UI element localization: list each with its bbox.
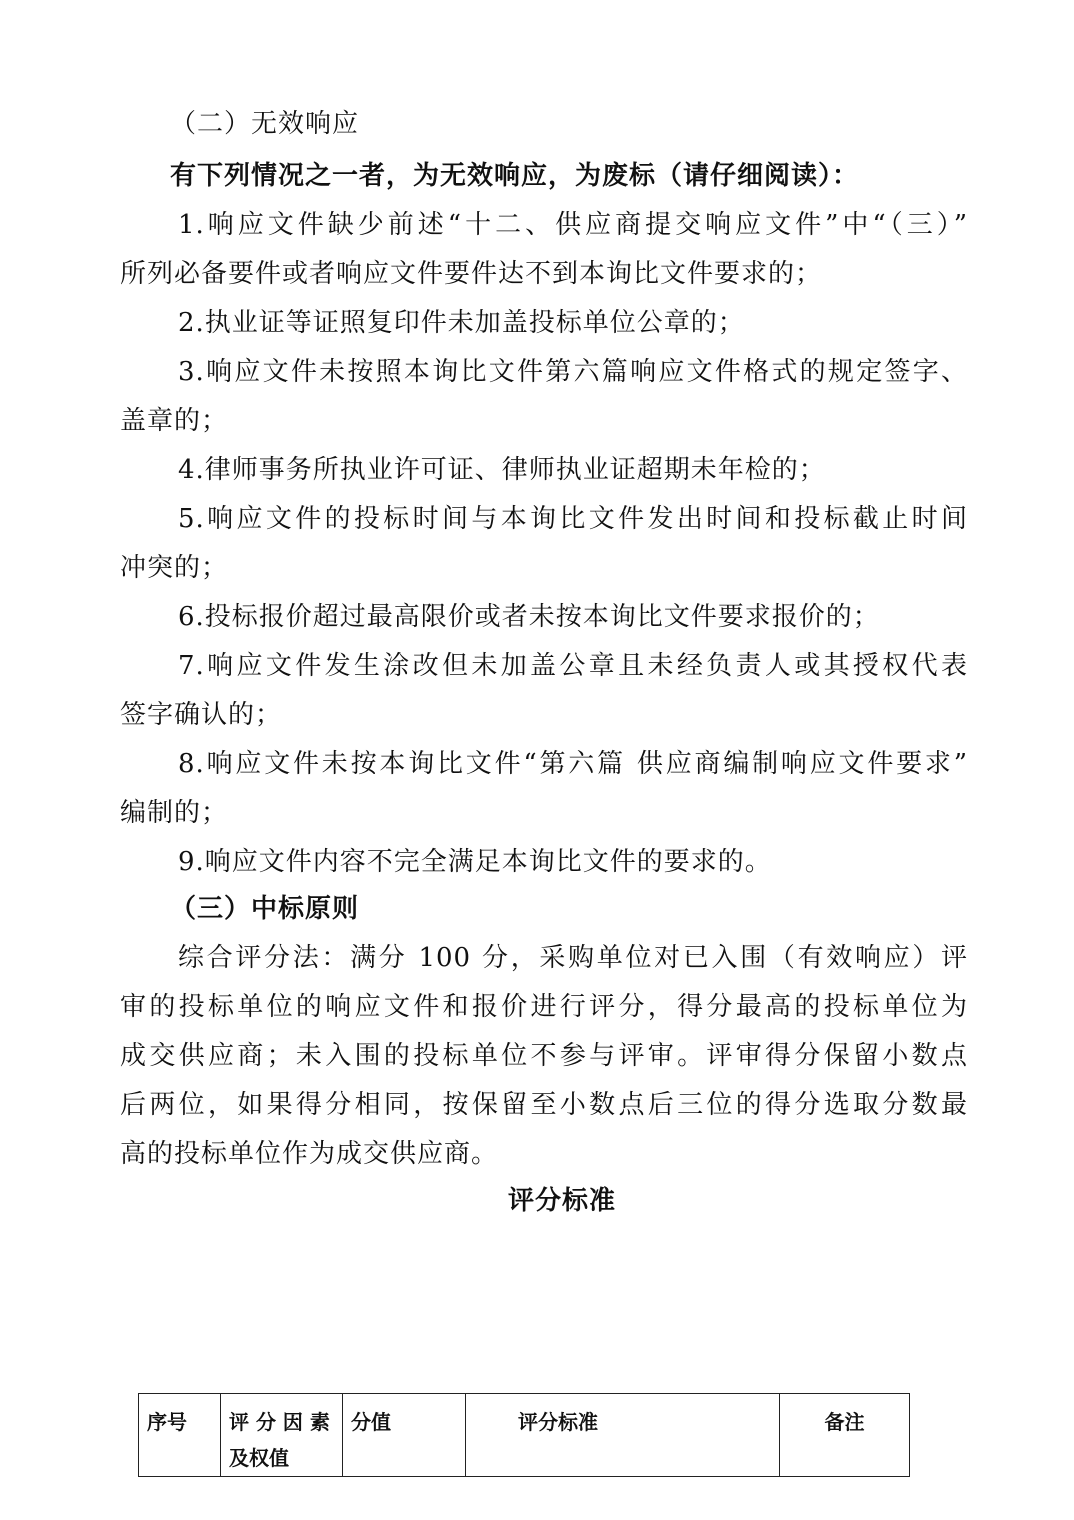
item-3-line-2: 盖章的； — [120, 406, 229, 436]
scoring-criteria-title: 评分标准 — [507, 1186, 616, 1216]
header-factor-line-2: 及权值 — [229, 1446, 289, 1470]
item-1-line-2: 所列必备要件或者响应文件要件达不到本询比文件要求的； — [120, 259, 823, 289]
item-5-line-2: 冲突的； — [120, 553, 229, 583]
scoring-table — [138, 1393, 910, 1477]
item-9: 9.响应文件内容不完全满足本询比文件的要求的。 — [178, 847, 772, 877]
item-5-line-1: 5.响应文件的投标时间与本询比文件发出时间和投标截止时间 — [178, 504, 968, 534]
item-2: 2.执业证等证照复印件未加盖投标单位公章的； — [178, 308, 745, 338]
item-1-line-1: 1.响应文件缺少前述“十二、供应商提交响应文件”中“（三）” — [178, 210, 968, 240]
section-heading-award-principle: （三）中标原则 — [170, 894, 360, 924]
item-3-line-1: 3.响应文件未按照本询比文件第六篇响应文件格式的规定签字、 — [178, 357, 968, 387]
header-score: 分值 — [343, 1394, 466, 1477]
header-criteria: 评分标准 — [466, 1394, 780, 1477]
header-remark: 备注 — [780, 1394, 910, 1477]
item-7-line-2: 签字确认的； — [120, 700, 283, 730]
award-paragraph-line-1: 综合评分法：满分 100 分，采购单位对已入围（有效响应）评 — [178, 943, 968, 973]
award-paragraph-line-2: 审的投标单位的响应文件和报价进行评分，得分最高的投标单位为 — [120, 992, 968, 1022]
item-7-line-1: 7.响应文件发生涂改但未加盖公章且未经负责人或其授权代表 — [178, 651, 968, 681]
header-factor — [221, 1394, 343, 1477]
item-6: 6.投标报价超过最高限价或者未按本询比文件要求报价的； — [178, 602, 880, 632]
table-header-row — [139, 1394, 910, 1477]
item-8-line-2: 编制的； — [120, 798, 229, 828]
item-4: 4.律师事务所执业许可证、律师执业证超期未年检的； — [178, 455, 826, 485]
award-paragraph-line-5: 高的投标单位作为成交供应商。 — [120, 1139, 499, 1169]
header-factor-line-1: 评 分 因 素 — [229, 1410, 330, 1434]
section-heading-invalid-response: （二）无效响应 — [170, 109, 360, 139]
award-paragraph-line-3: 成交供应商；未入围的投标单位不参与评审。评审得分保留小数点 — [120, 1041, 968, 1071]
header-no: 序号 — [139, 1394, 221, 1477]
award-paragraph-line-4: 后两位，如果得分相同，按保留至小数点后三位的得分选取分数最 — [120, 1090, 968, 1120]
invalid-response-intro: 有下列情况之一者，为无效响应，为废标（请仔细阅读）： — [170, 161, 860, 191]
item-8-line-1: 8.响应文件未按本询比文件“第六篇 供应商编制响应文件要求” — [178, 749, 968, 779]
